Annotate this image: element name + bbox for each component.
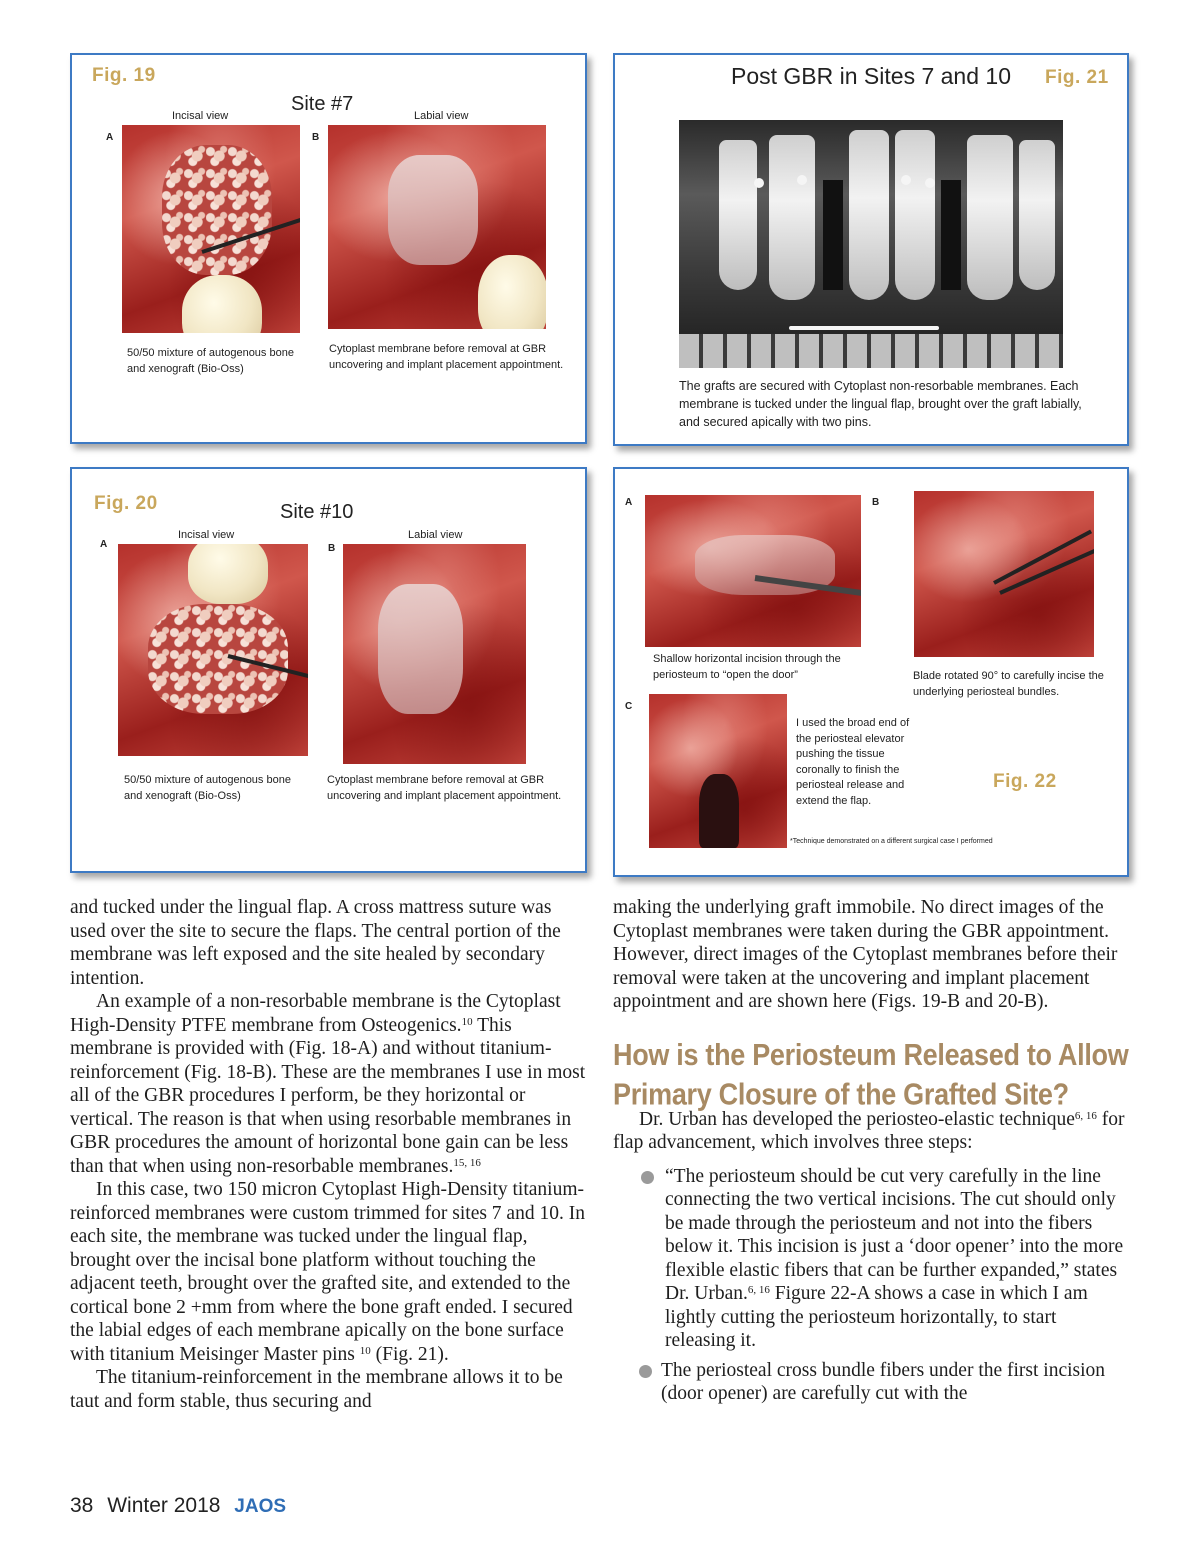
panel-b-subtitle: Labial view: [408, 529, 463, 541]
page-number: 38: [70, 1494, 94, 1517]
xray-image: [679, 120, 1063, 368]
figure-22: [613, 467, 1129, 877]
figure-21: [613, 53, 1129, 446]
panel-a-subtitle: Incisal view: [172, 110, 229, 122]
panel-b-letter: B: [312, 132, 320, 143]
panel-b-subtitle: Labial view: [414, 110, 469, 122]
paragraph: and tucked under the lingual flap. A cross mattress suture was used over the site to secure the flaps. The central portion of the membrane was left exposed and the site healed by secondary intention.: [70, 897, 561, 989]
figure-label: Fig. 19: [92, 65, 156, 86]
issue-date: Winter 2018: [107, 1494, 221, 1517]
paragraph: making the underlying graft immobile. No direct images of the Cytoplast membranes were taken during the GBR appointment. However, direct images of the Cytoplast membranes before their removal were taken at the uncovering and implant placement appointment and are shown here (Figs. 19-B and 20-B).: [613, 897, 1118, 1012]
panel-a-subtitle: Incisal view: [178, 529, 235, 541]
paragraph: An example of a non-resorbable membrane is the Cytoplast High-Density PTFE membrane from Osteogenics.$^{10}$ This membrane is provided with (Fig. 18-A) and without titanium-reinforcement (Fig. 18-B). These are the membranes I use in most all of the GBR procedures I perform, be they horizontal or vertical. The reason is that when using resorbable membranes in GBR procedures the amount of horizontal bone gain can be less than that when using non-resorbable membranes.$^{15, 16}$: [70, 991, 586, 1177]
page-footer: [70, 1494, 286, 1518]
panel-b-caption: Blade rotated 90° to carefully incise the underlying periosteal bundles.: [913, 670, 1104, 698]
photo-incisal-view: [122, 125, 300, 333]
panel-b-caption: Cytoplast membrane before removal at GBR uncovering and implant placement appointment.: [327, 774, 562, 802]
panel-c-letter: C: [625, 701, 633, 712]
figure-label: Fig. 21: [1045, 67, 1109, 88]
panel-b-letter: B: [328, 543, 336, 554]
list-item: “The periosteum should be cut very carefully in the line connecting the two vertical incisions. The cut should only be made through the periosteum and not into the fibers below it. This incision is just a ‘door opener’ into the more flexible elastic fibers that can be further expanded,” states Dr. Urban.$^{6, 16}$ Figure 22-A shows a case in which I am lightly cutting the periosteum horizontally, to start releasing it.: [613, 1165, 1131, 1353]
photo-labial-view: [328, 125, 546, 329]
left-text-column: [70, 896, 588, 1413]
panel-a-caption: 50/50 mixture of autogenous bone and xenograft (Bio-Oss): [127, 347, 294, 375]
photo-incisal-view: [118, 544, 308, 756]
paragraph: Dr. Urban has developed the periosteo-elastic technique$^{6, 16}$ for flap advancement, which involves three steps:: [613, 1108, 1125, 1153]
list-item: The periosteal cross bundle fibers under the first incision (door opener) are carefully cut with the: [613, 1359, 1131, 1406]
figure-19: [70, 53, 587, 444]
panel-c-caption: I used the broad end of the periosteal elevator pushing the tissue coronally to finish the periosteal release and extend the flap.: [796, 717, 910, 807]
panel-b-caption: Cytoplast membrane before removal at GBR uncovering and implant placement appointment.: [329, 343, 564, 371]
photo-horizontal-incision: [645, 495, 861, 647]
bullet-icon: [641, 1171, 654, 1184]
figure-caption: The grafts are secured with Cytoplast non-resorbable membranes. Each membrane is tucked under the lingual flap, brought over the graft labially, and secured apically with two pins.: [679, 379, 1082, 429]
panel-a-letter: A: [100, 539, 108, 550]
panel-a-caption: Shallow horizontal incision through the periosteum to “open the door”: [653, 653, 841, 681]
figure-title: Post GBR in Sites 7 and 10: [731, 63, 1011, 89]
right-text-column: [613, 896, 1131, 1412]
figure-label: Fig. 20: [94, 493, 158, 514]
photo-rotated-blade: [914, 491, 1094, 657]
steps-list: [613, 1165, 1131, 1406]
section-heading: How is the Periosteum Released to Allow Primary Closure of the Grafted Site?: [613, 1037, 1129, 1111]
figure-20: [70, 467, 587, 873]
figure-title: Site #10: [280, 501, 354, 523]
technique-footnote: *Technique demonstrated on a different surgical case I performed: [790, 838, 993, 845]
photo-periosteal-elevator: [649, 694, 787, 848]
panel-a-letter: A: [106, 132, 114, 143]
journal-name: JAOS: [234, 1496, 287, 1517]
panel-b-letter: B: [872, 497, 880, 508]
bullet-icon: [639, 1365, 652, 1378]
paragraph: The titanium-reinforcement in the membrane allows it to be taut and form stable, thus securing and: [70, 1367, 563, 1412]
figure-title: Site #7: [291, 93, 354, 115]
paragraph: In this case, two 150 micron Cytoplast High-Density titanium-reinforced membranes were custom trimmed for sites 7 and 10. In each site, the membrane was tucked under the lingual flap, brought over the incisal bone platform without touching the adjacent teeth, brought over the grafted site, and extended to the cortical bone 2 +mm from where the bone graft ended. I secured the labial edges of each membrane apically on the bone surface with titanium Meisinger Master pins $^{10}$ (Fig. 21).: [70, 1179, 585, 1365]
panel-a-letter: A: [625, 497, 633, 508]
panel-a-caption: 50/50 mixture of autogenous bone and xenograft (Bio-Oss): [124, 774, 291, 802]
photo-labial-view: [343, 544, 526, 764]
figure-label: Fig. 22: [993, 771, 1057, 792]
